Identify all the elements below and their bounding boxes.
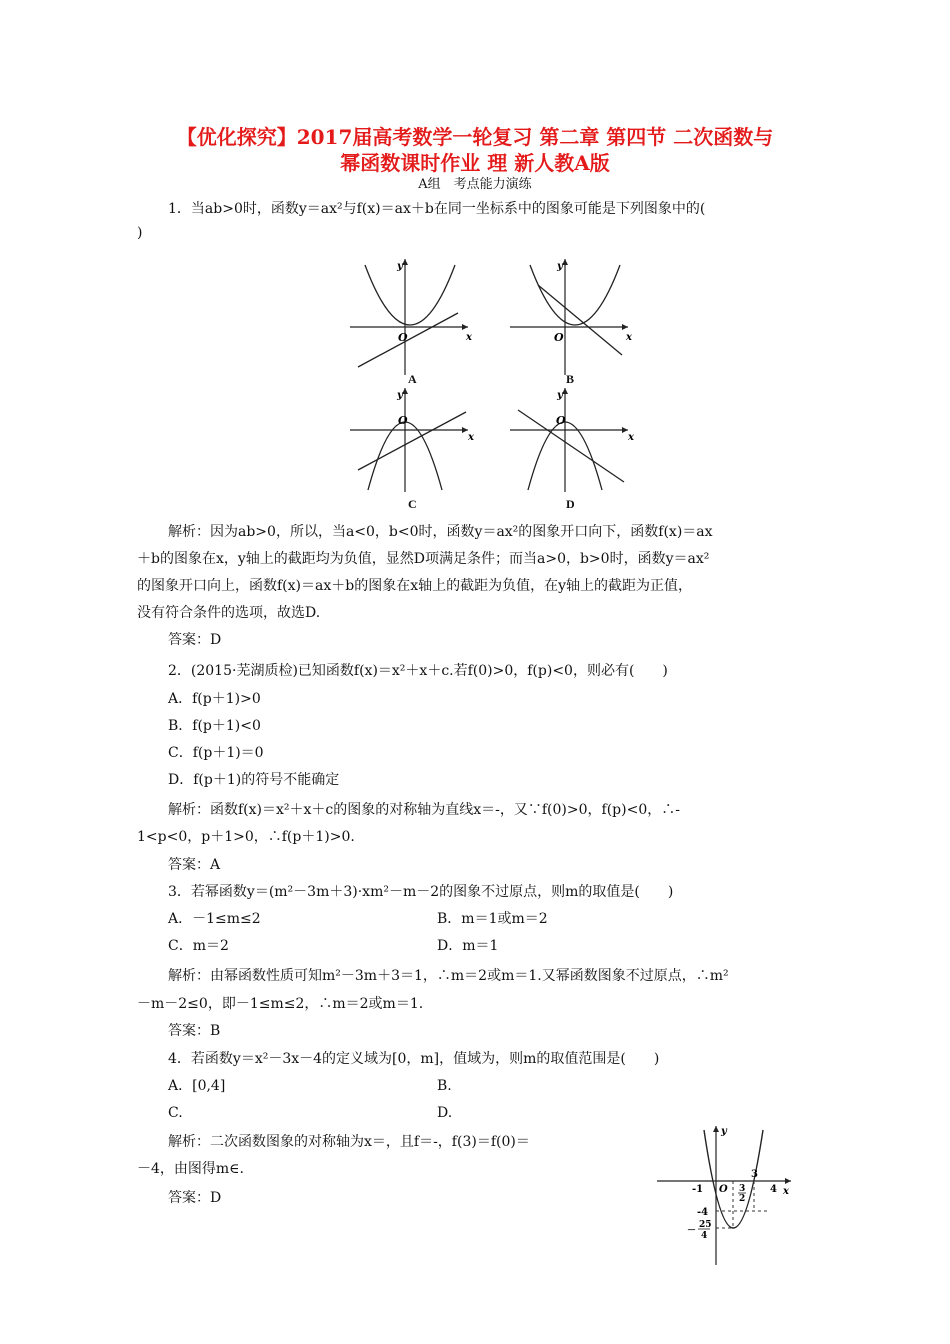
origin-label: O	[719, 1184, 728, 1195]
q4-option-d: D.	[437, 1105, 453, 1121]
q1-answer: 答案：D	[168, 632, 222, 648]
q1-solution-2: ＋b的图象在x，y轴上的截距均为负值，显然D项满足条件；而当a>0，b>0时，函数y＝ax²	[137, 551, 710, 567]
tick-4: 4	[770, 1184, 777, 1195]
q4-option-b: B.	[437, 1078, 452, 1094]
q3-option-b: B．m＝1或m＝2	[437, 911, 548, 927]
q4-option-c: C.	[168, 1105, 183, 1121]
graph-a-label: A	[408, 372, 417, 386]
minus-sign: －	[687, 1226, 697, 1236]
graph-d	[510, 384, 640, 496]
q3-option-a: A．－1≤m≤2	[168, 911, 261, 927]
y-axis-label: y	[557, 390, 563, 401]
y-axis-label: y	[397, 390, 403, 401]
q4-solution-1: 解析：二次函数图象的对称轴为x＝，且f＝-，f(3)＝f(0)＝	[168, 1134, 530, 1150]
q4-option-a: A．[0,4]	[168, 1078, 226, 1094]
parabola-graph	[655, 1122, 805, 1267]
y-axis-label: y	[557, 261, 563, 272]
q3-stem: 3．若幂函数y＝(m²－3m＋3)·xm²－m－2的图象不过原点，则m的取值是( )	[168, 884, 674, 900]
x-axis-label: x	[466, 332, 472, 343]
graph-a	[350, 255, 480, 380]
q4-solution-2: －4，由图得m∈.	[137, 1161, 244, 1177]
x-axis-label: x	[783, 1186, 789, 1197]
frac-25-4-num: 25	[699, 1220, 712, 1230]
q2-answer: 答案：A	[168, 857, 221, 873]
group-heading: A组 考点能力演练	[418, 177, 532, 192]
q2-option-a: A．f(p＋1)>0	[168, 691, 261, 707]
tick-neg1: -1	[692, 1184, 704, 1195]
frac-3-2-den: 2	[739, 1194, 746, 1204]
q2-stem: 2．(2015·芜湖质检)已知函数f(x)＝x²＋x＋c.若f(0)>0，f(p)<0，则必有( )	[168, 663, 668, 679]
origin-label: O	[554, 331, 564, 344]
q3-solution-2: －m－2≤0，即－1≤m≤2，∴m＝2或m＝1.	[137, 996, 424, 1012]
graph-b-label: B	[566, 372, 575, 386]
q1-solution-4: 没有符合条件的选项，故选D.	[137, 605, 321, 621]
q3-option-d: D．m＝1	[437, 938, 499, 954]
graph-c-label: C	[408, 497, 417, 511]
x-axis-label: x	[628, 432, 634, 443]
y-axis-label: y	[397, 261, 403, 272]
q4-stem: 4．若函数y＝x²－3x－4的定义域为[0，m]，值域为，则m的取值范围是( )	[168, 1051, 660, 1067]
graph-c	[350, 384, 480, 496]
x-axis-label: x	[468, 432, 474, 443]
q3-answer: 答案：B	[168, 1023, 221, 1039]
graph-b	[510, 255, 640, 380]
q1-stem-cont: )	[137, 225, 143, 241]
y-axis-label: y	[721, 1126, 727, 1137]
q3-solution-1: 解析：由幂函数性质可知m²－3m＋3＝1，∴m＝2或m＝1.又幂函数图象不过原点，∴m²	[168, 968, 729, 984]
frac-25-4-den: 4	[701, 1231, 708, 1241]
q4-answer: 答案：D	[168, 1190, 222, 1206]
origin-label: O	[398, 414, 408, 427]
tick-3: 3	[751, 1169, 758, 1180]
title-line-2: 幂函数课时作业 理 新人教A版	[340, 151, 610, 175]
q1-solution-1: 解析：因为ab>0，所以，当a<0，b<0时，函数y＝ax²的图象开口向下，函数f(x)＝ax	[168, 524, 713, 540]
q2-solution-2: 1<p<0，p＋1>0，∴f(p＋1)>0.	[137, 829, 355, 845]
q1-stem: 1．当ab>0时，函数y＝ax²与f(x)＝ax＋b在同一坐标系中的图象可能是下列图象中的(	[168, 201, 706, 217]
x-axis-label: x	[626, 332, 632, 343]
q1-solution-3: 的图象开口向上，函数f(x)＝ax＋b的图象在x轴上的截距为负值，在y轴上的截距为正值，	[137, 578, 693, 594]
origin-label: O	[398, 331, 408, 344]
title-line-1: 【优化探究】2017届高考数学一轮复习 第二章 第四节 二次函数与	[176, 125, 774, 149]
q2-solution-1: 解析：函数f(x)＝x²＋x＋c的图象的对称轴为直线x＝-，又∵f(0)>0，f(p)<0，∴-	[168, 802, 680, 818]
origin-label: O	[556, 414, 566, 427]
q2-option-d: D．f(p＋1)的符号不能确定	[168, 772, 340, 788]
q3-option-c: C．m＝2	[168, 938, 229, 954]
tick-neg4: -4	[697, 1207, 709, 1218]
q2-option-c: C．f(p＋1)＝0	[168, 745, 264, 761]
frac-3-2-num: 3	[739, 1184, 746, 1194]
graph-d-label: D	[566, 497, 575, 511]
q2-option-b: B．f(p＋1)<0	[168, 718, 261, 734]
